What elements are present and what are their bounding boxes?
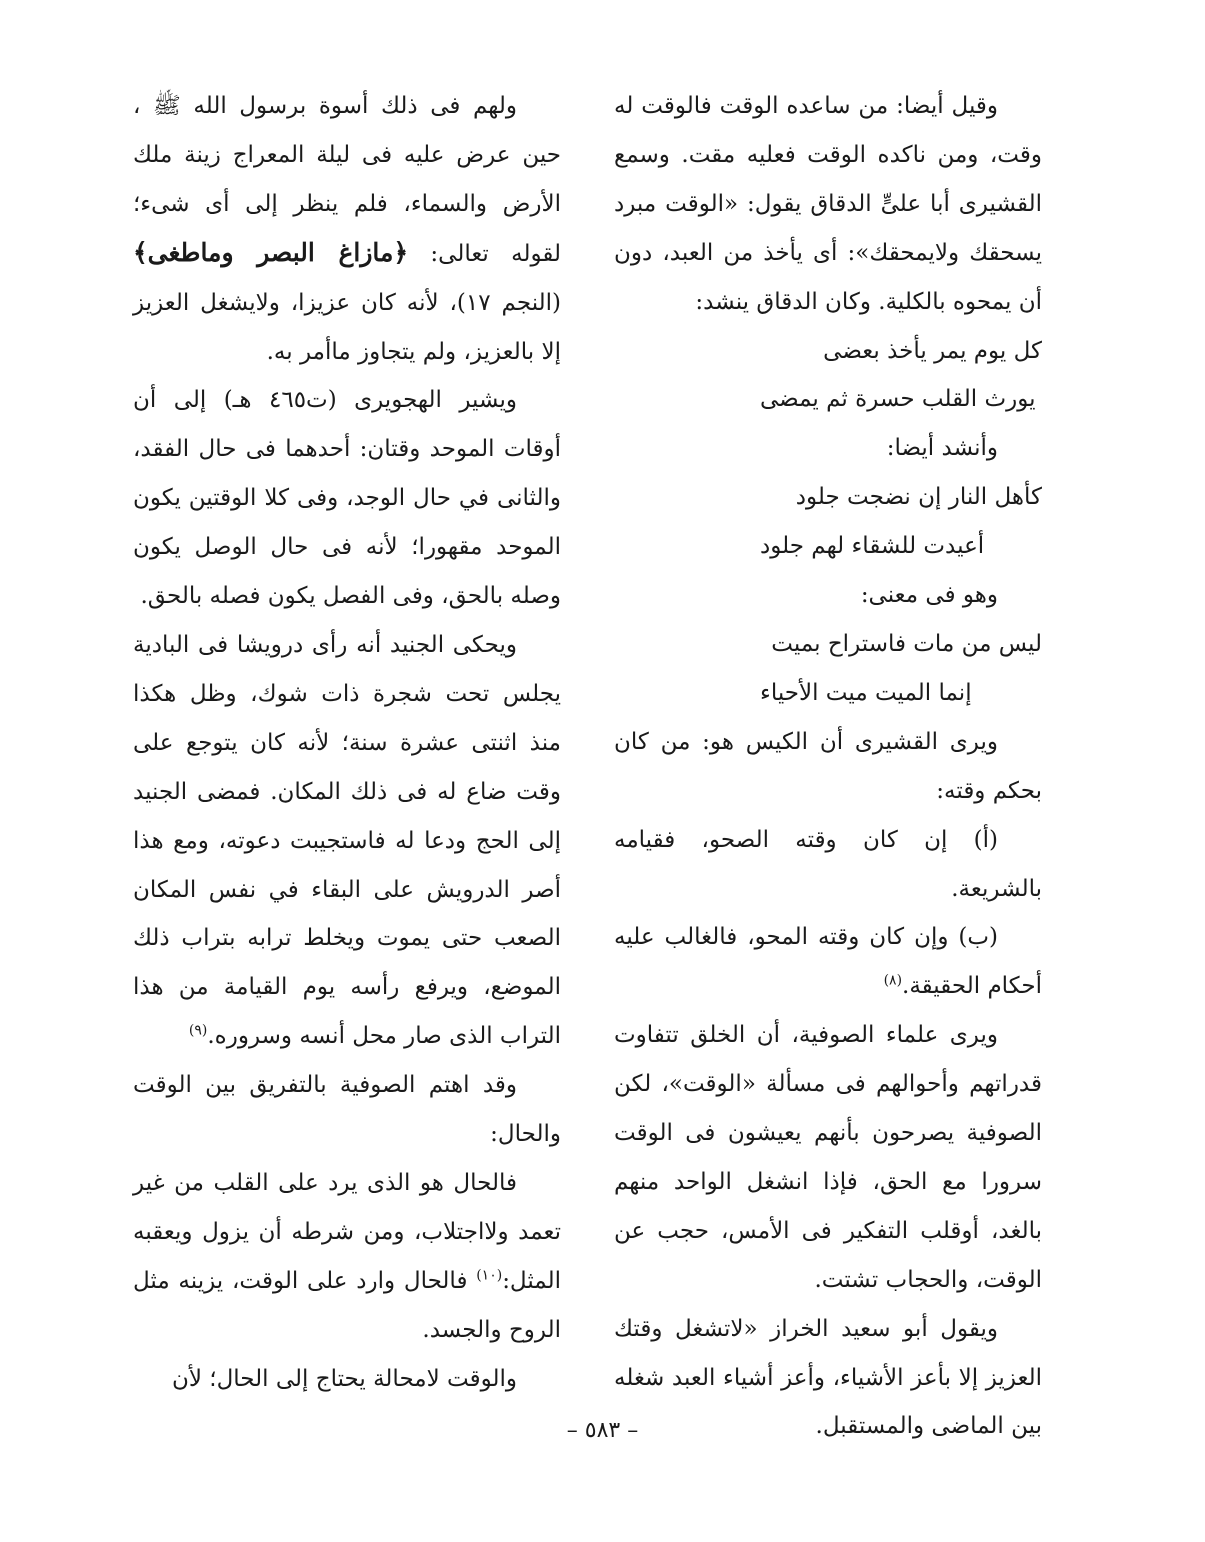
verse-line: كل يوم يمر يأخذ بعضى: [823, 337, 1042, 364]
left-column: [133, 82, 561, 1403]
footnote-ref: (٨): [883, 972, 903, 989]
right-column: [614, 82, 1042, 1451]
paragraph: (أ) إن كان وقته الصحو، فقيامه بالشريعة.: [614, 826, 1042, 902]
paragraph: [133, 621, 561, 1061]
paragraph: [133, 82, 561, 376]
paragraph: ويرى القشيرى أن الكيس هو: من كان بحكم وقته:: [614, 728, 1042, 804]
paragraph: ويرى علماء الصوفية، أن الخلق تتفاوت قدراتهم وأحوالهم فى مسألة «الوقت»، لكن الصوفية يصرحون بأنهم يعيشون فى الوقت سرورا مع الحق، فإذا انشغل الواحد منهم بالغد، أوقلب التفكير فى الأمس، حجب عن الوقت، والحجاب تشتت.: [614, 1022, 1042, 1293]
page-number: – ٥٨٣ –: [566, 1418, 639, 1443]
paragraph-text: فالحال هو الذى يرد على القلب من غير تعمد ولااجتلاب، ومن شرطه أن يزول ويعقبه المثل:: [133, 1169, 561, 1294]
paragraph: وهو فى معنى:: [860, 582, 998, 609]
verse-line: ليس من مات فاستراح بميت: [771, 630, 1042, 657]
paragraph: والوقت لامحالة يحتاج إلى الحال؛ لأن: [171, 1365, 517, 1392]
paragraph-text: ولهم فى ذلك أسوة برسول الله ﷺ ، حين عرض عليه فى ليلة المعراج زينة ملك الأرض والسماء، فلم ينظر إلى أى شىء؛ لقوله تعالى:: [133, 93, 561, 267]
paragraph: ويشير الهجويرى (ت٤٦٥ هـ) إلى أن أوقات الموحد وقتان: أحدهما فى حال الفقد، والثانى في حال الوجد، وفى كلا الوقتين يكون الموحد مقهورا؛ لأنه فى حال الوصل يكون وصله بالحق، وفى الفصل يكون فصله بالحق.: [133, 387, 561, 610]
paragraph: وقيل أيضا: من ساعده الوقت فالوقت له وقت، ومن ناكده الوقت فعليه مقت. وسمع القشيرى أبا علىٍّ الدقاق يقول: «الوقت مبرد يسحقك ولايمحقك»: أى يأخذ من العبد، دون أن يمحوه بالكلية. وكان الدقاق ينشد:: [614, 93, 1042, 315]
paragraph: وأنشد أيضا:: [886, 435, 998, 462]
verse-line: إنما الميت ميت الأحياء: [760, 679, 972, 706]
paragraph-text: فالحال وارد على الوقت، يزينه مثل الروح والجسد.: [133, 1267, 561, 1343]
paragraph: [133, 1159, 561, 1355]
verse-line: يورث القلب حسرة ثم يمضى: [760, 386, 1036, 413]
verse-line: أعيدت للشقاء لهم جلود: [760, 533, 985, 560]
paragraph-text: (النجم ١٧)، لأنه كان عزيزا، ولايشغل العزيز إلا بالعزيز، ولم يتجاوز ماأمر به.: [133, 289, 562, 365]
paragraph-text: ويحكى الجنيد أنه رأى درويشا فى البادية يجلس تحت شجرة ذات شوك، وظل هكذا منذ اثنتى عشرة سنة؛ لأنه كان يتوجع على وقت ضاع له فى ذلك المكان. فمضى الجنيد إلى الحج ودعا له فاستجيبت دعوته، ومع هذا أصر الدرويش على البقاء في نفس المكان الصعب حتى يموت ويخلط ترابه بتراب ذلك الموضع، ويرفع رأسه يوم القيامة من هذا التراب الذى صار محل أنسه وسروره.: [133, 631, 561, 1050]
verse-line: كأهل النار إن نضجت جلود: [795, 484, 1042, 511]
quran-verse: ﴿مازاغ البصر وماطغى﴾: [133, 237, 409, 267]
paragraph: [614, 913, 1042, 1011]
paragraph-text: (ب) وإن كان وقته المحو، فالغالب عليه أحكام الحقيقة.: [614, 924, 1042, 1000]
footnote-ref: (٩): [188, 1022, 208, 1039]
footnote-ref: (١٠): [476, 1267, 503, 1284]
paragraph: ويقول أبو سعيد الخراز «لاتشغل وقتك العزيز إلا بأعز الأشياء، وأعز أشياء العبد شغله بين الماضى والمستقبل.: [614, 1315, 1042, 1440]
paragraph: وقد اهتم الصوفية بالتفريق بين الوقت والحال:: [133, 1072, 561, 1148]
